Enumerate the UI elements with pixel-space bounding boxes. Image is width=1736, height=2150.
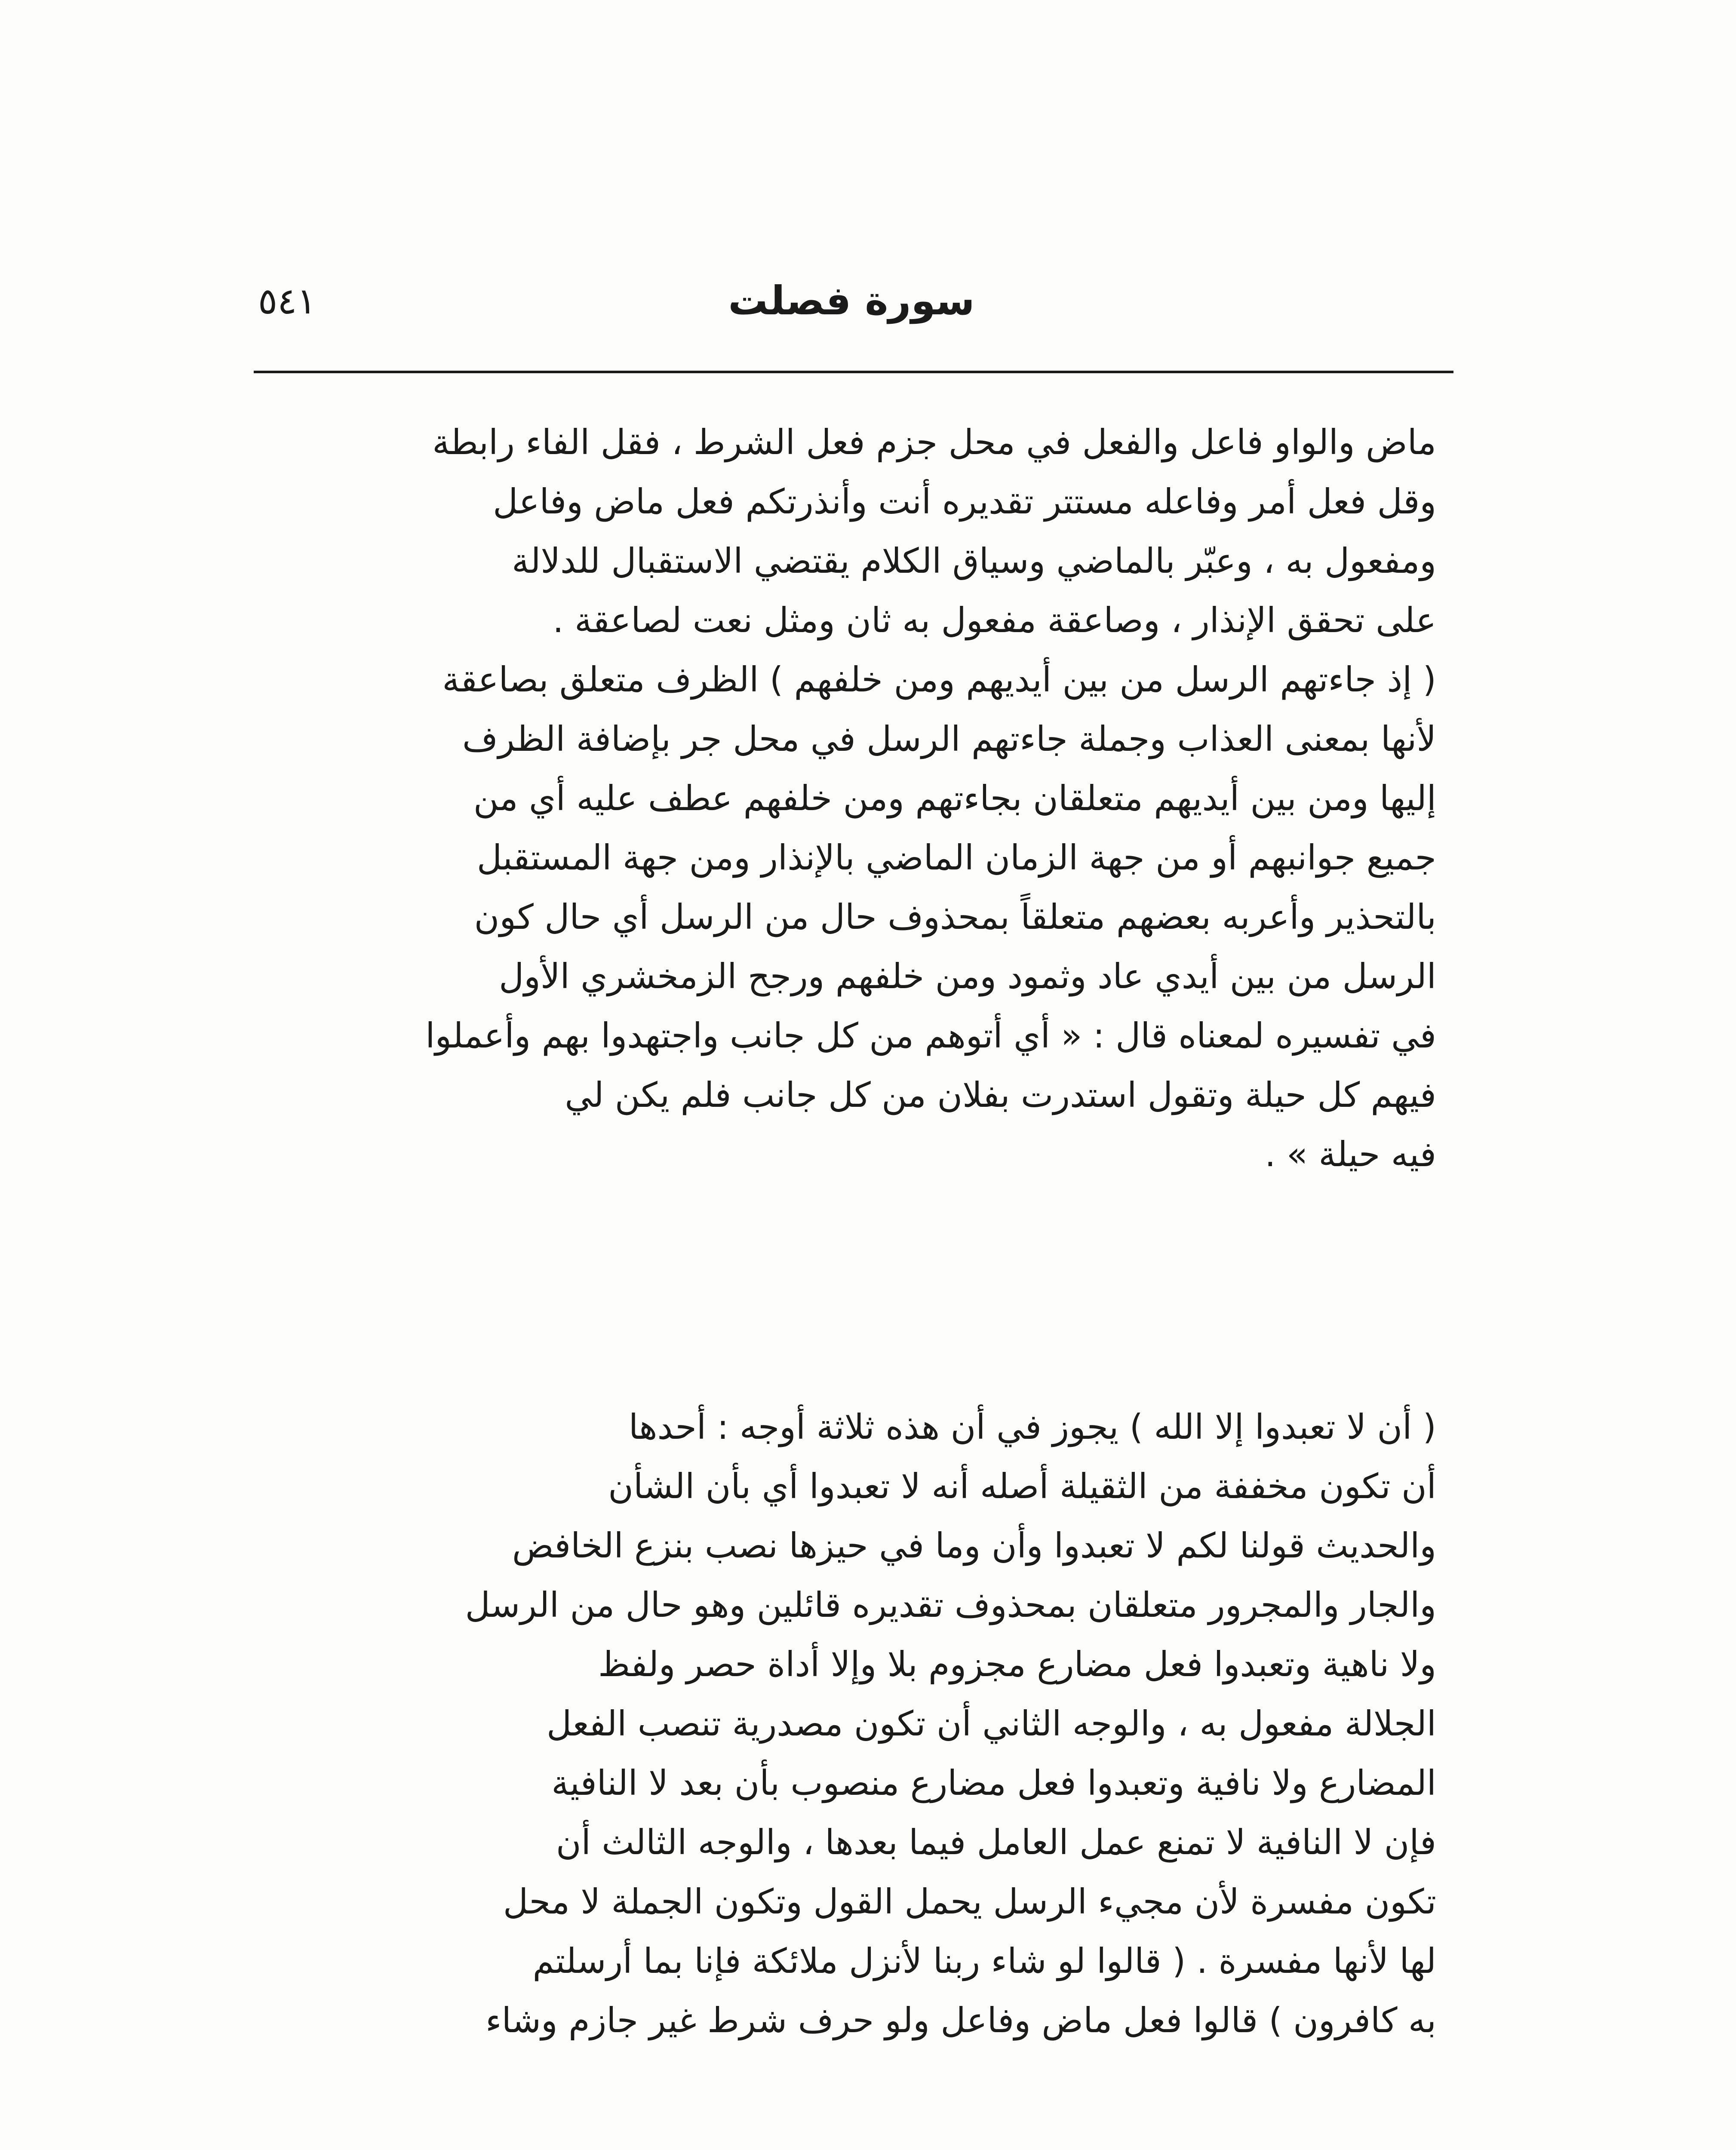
text-line: ( أن لا تعبدوا إلا الله ) يجوز في أن هذه ثلاثة أوجه : أحدها [628, 1407, 1436, 1447]
text-line: لأنها بمعنى العذاب وجملة جاءتهم الرسل في محل جر بإضافة الظرف [462, 719, 1436, 759]
text-line: المضارع ولا نافية وتعبدوا فعل مضارع منصوب بأن بعد لا النافية [551, 1763, 1436, 1803]
text-line: في تفسيره لمعناه قال : « أي أتوهم من كل جانب واجتهدوا بهم وأعملوا [425, 1016, 1436, 1056]
paragraph-1 [275, 413, 1436, 1184]
text-line: والجار والمجرور متعلقان بمحذوف تقديره قائلين وهو حال من الرسل [465, 1585, 1436, 1625]
text-line: أن تكون مخففة من الثقيلة أصله أنه لا تعبدوا أي بأن الشأن [608, 1466, 1436, 1506]
text-line: إليها ومن بين أيديهم متعلقان بجاءتهم ومن خلفهم عطف عليه أي من [473, 778, 1436, 818]
text-line: بالتحذير وأعربه بعضهم متعلقاً بمحذوف حال من الرسل أي حال كون [474, 897, 1436, 937]
text-line: ولا ناهية وتعبدوا فعل مضارع مجزوم بلا وإلا أداة حصر ولفظ [598, 1644, 1436, 1684]
text-line: جميع جوانبهم أو من جهة الزمان الماضي بالإنذار ومن جهة المستقبل [476, 838, 1436, 878]
text-line: فيهم كل حيلة وتقول استدرت بفلان من كل جانب فلم يكن لي [565, 1075, 1436, 1115]
text-line: الرسل من بين أيدي عاد وثمود ومن خلفهم ورجح الزمخشري الأول [499, 956, 1436, 996]
text-line: الجلالة مفعول به ، والوجه الثاني أن تكون مصدرية تنصب الفعل [547, 1704, 1436, 1744]
paragraph-2 [275, 1398, 1436, 2050]
text-line: والحديث قولنا لكم لا تعبدوا وأن وما في حيزها نصب بنزع الخافض [512, 1526, 1436, 1566]
text-line: ومفعول به ، وعبّر بالماضي وسياق الكلام يقتضي الاستقبال للدلالة [512, 541, 1436, 581]
text-line: تكون مفسرة لأن مجيء الرسل يحمل القول وتكون الجملة لا محل [503, 1882, 1436, 1922]
text-line: وقل فعل أمر وفاعله مستتر تقديره أنت وأنذرتكم فعل ماض وفاعل [493, 482, 1436, 522]
text-line: لها لأنها مفسرة . ( قالوا لو شاء ربنا لأنزل ملائكة فإنا بما أرسلتم [532, 1941, 1436, 1981]
running-title: سورة فصلت [728, 278, 975, 324]
text-line: على تحقق الإنذار ، وصاعقة مفعول به ثان ومثل نعت لصاعقة . [553, 600, 1436, 640]
page-number: ٥٤١ [258, 280, 316, 322]
page-header [258, 275, 1445, 335]
text-line: فيه حيلة » . [1265, 1134, 1436, 1174]
text-line: ( إذ جاءتهم الرسل من بين أيديهم ومن خلفهم ) الظرف متعلق بصاعقة [442, 660, 1436, 700]
text-line: ماض والواو فاعل والفعل في محل جزم فعل الشرط ، فقل الفاء رابطة [432, 422, 1436, 462]
header-divider [254, 371, 1453, 373]
text-line: به كافرون ) قالوا فعل ماض وفاعل ولو حرف شرط غير جازم وشاء [485, 2000, 1436, 2040]
text-line: فإن لا النافية لا تمنع عمل العامل فيما بعدها ، والوجه الثالث أن [556, 1822, 1436, 1862]
